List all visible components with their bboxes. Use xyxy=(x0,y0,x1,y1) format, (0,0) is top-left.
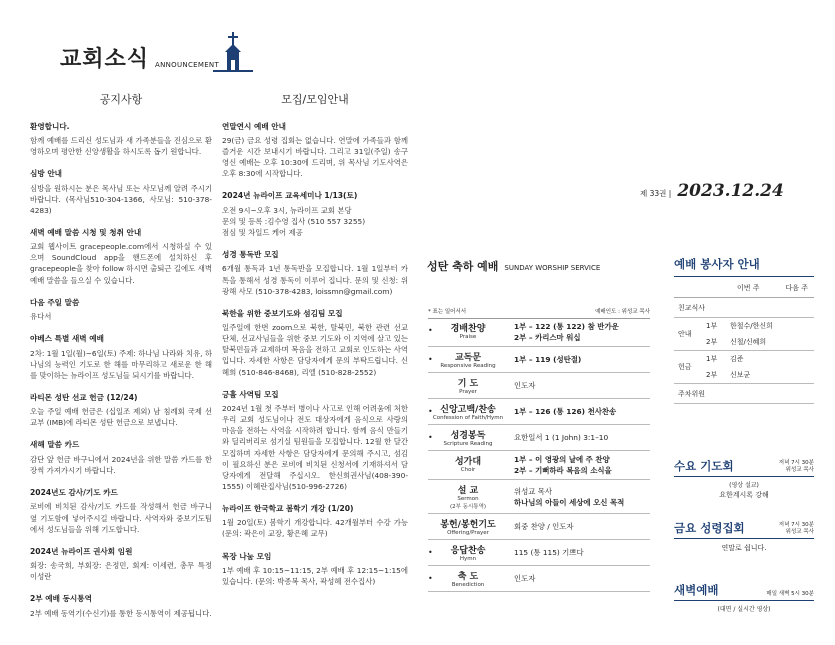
offering-label: 헌금 xyxy=(678,363,692,371)
order-row xyxy=(428,540,650,566)
issue-number: 제 33권 | xyxy=(640,189,672,198)
order-item-detail: 하나님의 아들이 세상에 오신 목적 xyxy=(514,497,625,507)
meeting-time: 저녁 7시 30분 xyxy=(778,459,814,466)
volunteers-table xyxy=(674,283,814,404)
notice-body: 유다서 xyxy=(30,312,52,322)
order-item-english: Choir xyxy=(460,467,476,473)
notice-item xyxy=(30,439,212,476)
fellowship-label: 친교식사 xyxy=(678,303,706,312)
order-item-note: (2부 동시통역) xyxy=(449,504,487,510)
standing-bullet-icon: • xyxy=(428,548,433,557)
order-item-name: 봉헌/봉헌기도 xyxy=(440,520,496,530)
notice-title: 연말연시 예배 안내 xyxy=(222,121,286,131)
meeting-time: 매일 새벽 5시 30분 xyxy=(766,590,814,597)
order-row xyxy=(428,514,650,540)
notice-body: 2부 예배 동역기(수신기)를 통한 동시통역이 제공됩니다. xyxy=(30,608,212,618)
order-item-name: 성경봉독 xyxy=(450,431,486,441)
offering-row: 2부 신보균 xyxy=(706,371,751,379)
order-row xyxy=(428,318,650,347)
notice-body: 일주일에 한번 zoom으로 북한, 탈북민, 북한 관련 선교 단체, 선교사님들을 위한 중보 기도와 이 지역에 살고 있는 탈북민들과 교제하며 복음을 전하고 교회로 인도하는 사역입니다. 자세한 사항은 담당자에게 문의 부탁드립니다. 신혜희 (510-846-8468), 리엘 (510-828-2552) xyxy=(222,323,408,377)
meeting-note: (대면 / 실시간 영상) xyxy=(717,606,771,613)
notice-body: 함께 예배를 드리신 성도님과 새 가족분들을 진심으로 환영하오며 평안한 신앙생활을 하시도록 돕기 원합니다. xyxy=(30,135,212,156)
offering-row: 1부 김준 xyxy=(706,355,744,363)
order-item-name: 성가대 xyxy=(454,457,482,467)
notice-body: 2024년 1월 첫 주부터 병이나 사고로 인해 어려움에 처한 우리 교회 성도님이나 전도 대상자에게 음식으로 사랑의 마음을 전하는 사역을 시작하려 합니다. 함께 음식 만들기와 딜리버리로 섬기실 팀원들을 모집합니다. 12월 한 달간 모집하며 자세한 사항은 담당자에게 문의해 주시고, 섬김이 필요하신 분은 로비에 비치된 신청서에 기재하셔서 담당자에게 전달해 주십시오. 한신희권사님(408-390-1555) 이혜란집사님(510-996-2726) xyxy=(222,404,408,491)
notice-body: 오늘 주일 예배 헌금은 (십일조 제외) 남 침례회 국제 선교부 (IMB)에 라티몬 성탄 헌금으로 보냅니다. xyxy=(30,407,212,428)
volunteer-row-fellowship xyxy=(674,298,814,318)
order-item-name: 응답찬송 xyxy=(450,546,486,556)
notice-item xyxy=(222,389,408,492)
order-item-english: Prayer xyxy=(459,389,477,395)
notice-title: 2024년도 감사/기도 카드 xyxy=(30,488,118,498)
notice-body: 심방을 원하시는 분은 목사님 또는 사모님께 알려 주시기 바랍니다. (목사님510-304-1366, 사모님: 510-378-4283) xyxy=(30,183,212,215)
notice-item xyxy=(30,546,212,583)
volunteers-heading: 예배 봉사자 안내 xyxy=(674,256,814,277)
notice-body: 로비에 비치된 감사/기도 카드를 작성해서 헌금 바구니 옆 기도함에 넣어주시길 바랍니다. 사역자와 중보기도팀에서 성도님들을 위해 기도합니다. xyxy=(30,502,212,534)
notice-item xyxy=(30,227,212,286)
order-item-english: Offering/Prayer xyxy=(447,530,489,536)
standing-bullet-icon: • xyxy=(428,355,433,364)
notices-list xyxy=(30,121,212,619)
notice-body: 교회 웹사이트 gracepeople.com에서 시청하실 수 있으며 SoundCloud app을 핸드폰에 설치하신 후 gracepeople을 찾아 follow 하시면 출퇴근 길에도 새벽예배 말씀을 들으실 수 있습니다. xyxy=(30,242,212,285)
volunteer-row-guide xyxy=(674,318,814,351)
order-item-detail: 1부 – 이 영광의 날에 주 찬양 xyxy=(514,455,610,464)
meeting-name: 새벽예배 xyxy=(674,583,719,597)
notice-title: 북한을 위한 중보기도와 섬김팀 모집 xyxy=(222,308,343,318)
volunteer-row-offering xyxy=(674,351,814,384)
order-item-english: Confession of Faith/Hymn xyxy=(432,415,504,421)
meeting-leader: 위성교 목사 xyxy=(785,466,814,473)
meeting-leader: 위성교 목사 xyxy=(785,528,814,535)
meeting-friday xyxy=(674,520,814,554)
notice-title: 긍휼 사역팀 모집 xyxy=(222,389,279,399)
order-item-name: 경배찬양 xyxy=(450,324,486,334)
this-week-label: 이번 주 xyxy=(736,284,760,292)
order-item-detail: 요한일서 1 (1 John) 3:1–10 xyxy=(514,433,609,442)
standing-bullet-icon: • xyxy=(428,407,433,416)
notice-title: 라티몬 성탄 선교 헌금 (12/24) xyxy=(30,392,138,402)
notice-item xyxy=(222,190,408,238)
order-item-detail: 1부 – 126 (통 126) 천사찬송 xyxy=(514,407,617,416)
notice-item xyxy=(30,333,212,381)
notice-title: 다음 주일 말씀 xyxy=(30,297,80,307)
parking-label: 주차위원 xyxy=(678,389,706,398)
meeting-topic: 요한계시록 강해 xyxy=(719,491,769,499)
meeting-name: 금요 성령집회 xyxy=(674,521,745,535)
notice-title: 성경 통독반 모집 xyxy=(222,250,279,260)
guide-row: 2부 신철/신혜희 xyxy=(706,338,767,346)
notice-body: 오전 9시~오후 3시, 뉴라이프 교회 본당 문의 및 등록 :김수영 집사 (510 557 3255) 점심 및 차일드 케어 제공 xyxy=(222,205,366,237)
notice-title: 2024년 뉴라이프 교육세미나 1/13(토) xyxy=(222,191,358,201)
notice-title: 목장 나눔 모임 xyxy=(222,551,272,561)
order-item-detail: 1부 – 122 (통 122) 참 반가운 xyxy=(514,322,619,331)
order-item-english: Hymn xyxy=(459,556,477,562)
order-row xyxy=(428,425,650,451)
order-item-name: 교독문 xyxy=(454,353,482,363)
next-week-label: 다음 주 xyxy=(785,284,808,292)
section-title xyxy=(60,42,219,73)
title-korean: 교회소식 xyxy=(60,47,150,72)
order-item-detail: 회중 찬양 / 인도자 xyxy=(514,522,574,531)
meeting-note: (영상 설교) xyxy=(729,482,759,489)
notice-title: 야베스 특별 새벽 예배 xyxy=(30,334,104,344)
order-row xyxy=(428,566,650,592)
notice-item xyxy=(222,249,408,297)
notice-body: 29(금) 금요 성령 집회는 없습니다. 연말에 가족들과 함께 즐거운 시간 보내시기 바랍니다. 그리고 31일(주일) 송구영신 예배는 오후 10:30에 드리며, 위 목사님 기도사역은 오후 8:30에 시작합니다. xyxy=(222,135,408,179)
notice-body: 감단 앞 헌금 바구니에서 2024년을 위한 말씀 카드를 한 장씩 가져가시기 바랍니다. xyxy=(30,454,212,475)
order-row xyxy=(428,399,650,425)
gatherings-list xyxy=(222,121,408,588)
bulletin-date: 2023.12.24 xyxy=(677,181,784,201)
notice-title: 뉴라이프 한국학교 봄학기 개강 (1/20) xyxy=(222,503,354,513)
notice-body: 회장: 송국희, 부회장: 은정민, 회계: 이세련, 총무 특정 이성란 xyxy=(30,561,212,582)
church-cross-icon xyxy=(213,32,253,74)
notice-item xyxy=(30,487,212,535)
order-item-detail: 2부 – 카리스마 워십 xyxy=(514,333,581,342)
order-item-name: 축 도 xyxy=(457,572,479,582)
standing-note: * 표는 일어서서 xyxy=(428,309,467,315)
meeting-dawn xyxy=(674,582,814,614)
order-item-english: Praise xyxy=(459,334,477,340)
order-row xyxy=(428,373,650,399)
notice-item xyxy=(30,392,212,429)
gatherings-column xyxy=(222,92,408,598)
notices-column xyxy=(30,92,212,630)
order-row xyxy=(428,451,650,480)
volunteer-row-parking xyxy=(674,384,814,404)
notice-item xyxy=(222,121,408,180)
order-item-english: Sermon xyxy=(457,496,479,502)
notice-body: 1부 예배 후 10:15~11:15, 2부 예배 후 12:15~1:15에 있습니다. (문의: 박종복 목사, 곽성혜 전수집사) xyxy=(222,565,408,587)
meeting-note: 연말로 쉽니다. xyxy=(721,544,767,552)
order-item-detail: 2부 – 기뻐하라 복음의 소식을 xyxy=(514,466,612,475)
bulletin-issue xyxy=(640,181,784,201)
order-row xyxy=(428,347,650,373)
standing-bullet-icon: • xyxy=(428,326,433,335)
meeting-wednesday xyxy=(674,458,814,501)
order-row xyxy=(428,480,650,514)
order-item-name: 기 도 xyxy=(457,379,479,389)
order-item-detail: 115 (통 115) 기쁘다 xyxy=(514,548,584,557)
notices-heading: 공지사항 xyxy=(99,93,143,106)
worship-title-korean: 성탄 축하 예배 xyxy=(427,260,499,273)
volunteers-header xyxy=(674,283,814,298)
meeting-name: 수요 기도회 xyxy=(674,459,734,473)
order-item-english: Responsive Reading xyxy=(440,363,496,369)
notice-body: 6개월 통독과 1년 통독반을 모집합니다. 1월 1일부터 카톡을 통해서 성경 통독이 이루어 집니다. 문의 및 신청: 위광해 사모 (510-378-4283, loissmn@gmail.com) xyxy=(222,264,408,296)
notice-item xyxy=(222,308,408,378)
notice-item xyxy=(30,297,212,323)
notice-title: 2024년 뉴라이프 권사회 임원 xyxy=(30,546,133,556)
order-item-detail: 위성교 목사 xyxy=(514,486,553,496)
notice-item xyxy=(222,503,408,540)
notice-title: 2부 예배 동시통역 xyxy=(30,594,92,604)
notice-title: 환영합니다. xyxy=(30,121,70,131)
worship-leader: 예배인도 : 위성교 목사 xyxy=(595,309,650,315)
worship-title xyxy=(427,258,600,274)
notice-item xyxy=(222,551,408,588)
notice-title: 심방 안내 xyxy=(30,169,62,179)
order-item-name: 신앙고백/찬송 xyxy=(440,405,496,415)
worship-order xyxy=(428,318,650,592)
notice-item xyxy=(30,593,212,619)
guide-label: 안내 xyxy=(678,330,692,338)
title-english: ANNOUNCEMENT xyxy=(155,61,220,69)
notice-title: 새해 말씀 카드 xyxy=(30,440,80,450)
notice-body: 1월 20일(토) 봄학기 개강합니다. 42개월부터 수강 가능 (문의: 곽은이 교장, 황은혜 교무) xyxy=(222,518,408,539)
order-item-detail: 인도자 xyxy=(514,381,536,390)
notice-item xyxy=(30,168,212,216)
notice-body: 2차: 1월 1일(월)~6일(토) 주제: 하나님 나라와 치유, 하나님의 능력인 기도로 한 해를 마무리하고 새로운 한 해를 맞이하는 뉴라이프 성도님들 되시기를 바랍니다. xyxy=(30,348,212,380)
order-item-english: Scripture Reading xyxy=(443,441,493,447)
standing-bullet-icon: • xyxy=(428,433,433,442)
order-item-detail: 1부 – 119 (성탄절) xyxy=(514,355,582,364)
order-item-name: 설 교 xyxy=(457,486,479,496)
notice-title: 새벽 예배 말씀 시청 및 청취 안내 xyxy=(30,227,142,237)
notice-item xyxy=(30,121,212,158)
standing-bullet-icon: • xyxy=(428,574,433,583)
guide-row: 1부 한철수/한신희 xyxy=(706,322,773,330)
order-item-detail: 인도자 xyxy=(514,574,536,583)
gatherings-heading: 모집/모임안내 xyxy=(281,93,349,106)
order-item-english: Benediction xyxy=(451,582,485,588)
meeting-time: 저녁 7시 30분 xyxy=(778,521,814,528)
worship-title-english: SUNDAY WORSHIP SERVICE xyxy=(504,264,601,272)
